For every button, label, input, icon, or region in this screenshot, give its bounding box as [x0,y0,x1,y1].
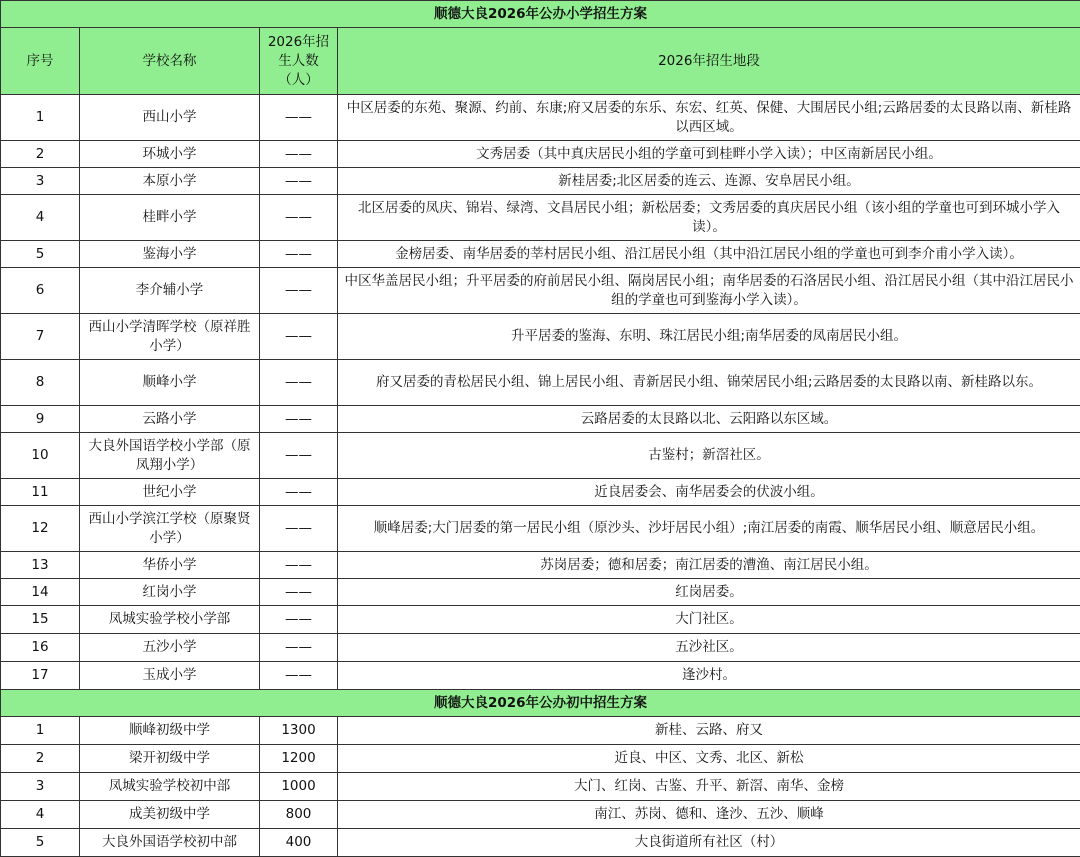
primary-school-name: 李介辅小学 [80,268,260,314]
primary-school-name: 鉴海小学 [80,241,260,268]
middle-enrollment-count: 800 [260,801,338,829]
middle-enrollment-count: 1300 [260,717,338,745]
middle-enrollment-area: 大良街道所有社区（村） [338,829,1080,857]
primary-row [1,433,1080,479]
primary-enrollment-area: 升平居委的鉴海、东明、珠江居民小组;南华居委的凤南居民小组。 [338,314,1080,360]
primary-row-number: 14 [1,579,80,606]
primary-title-row [1,1,1080,28]
middle-row-number: 2 [1,745,80,773]
primary-row-number: 9 [1,406,80,433]
primary-row-number: 11 [1,479,80,506]
header-row [1,28,1080,95]
primary-row-number: 3 [1,168,80,195]
primary-school-name: 华侨小学 [80,552,260,579]
primary-row [1,606,1080,634]
primary-school-name: 环城小学 [80,141,260,168]
primary-enrollment-count: —— [260,406,338,433]
primary-row-number: 17 [1,662,80,690]
middle-enrollment-count: 400 [260,829,338,857]
primary-enrollment-count: —— [260,195,338,241]
middle-enrollment-area: 新桂、云路、府又 [338,717,1080,745]
primary-school-name: 云路小学 [80,406,260,433]
middle-school-name: 大良外国语学校初中部 [80,829,260,857]
primary-enrollment-count: —— [260,95,338,141]
primary-row-number: 6 [1,268,80,314]
primary-enrollment-area: 中区华盖居民小组；升平居委的府前居民小组、隔岗居民小组；南华居委的石洛居民小组、沿江居民小组（其中沿江居民小组的学童也可到鉴海小学入读）。 [338,268,1080,314]
middle-title-row [1,690,1080,717]
primary-row [1,95,1080,141]
primary-enrollment-count: —— [260,552,338,579]
primary-school-name: 西山小学清晖学校（原祥胜小学） [80,314,260,360]
primary-row-number: 16 [1,634,80,662]
primary-row [1,168,1080,195]
middle-row [1,717,1080,745]
primary-row-number: 12 [1,506,80,552]
primary-enrollment-area: 大门社区。 [338,606,1080,634]
primary-enrollment-count: —— [260,433,338,479]
primary-enrollment-count: —— [260,314,338,360]
primary-row-number: 8 [1,360,80,406]
primary-enrollment-area: 苏岗居委；德和居委；南江居委的漕渔、南江居民小组。 [338,552,1080,579]
primary-enrollment-area: 红岗居委。 [338,579,1080,606]
primary-school-name: 桂畔小学 [80,195,260,241]
primary-enrollment-area: 顺峰居委;大门居委的第一居民小组（原沙头、沙圩居民小组）;南江居委的南霞、顺华居民小组、顺意居民小组。 [338,506,1080,552]
primary-enrollment-count: —— [260,579,338,606]
primary-row [1,195,1080,241]
primary-table-title: 顺德大良2026年公办小学招生方案 [1,1,1080,28]
middle-enrollment-area: 近良、中区、文秀、北区、新松 [338,745,1080,773]
header-no: 序号 [1,28,80,95]
primary-enrollment-area: 云路居委的太艮路以北、云阳路以东区域。 [338,406,1080,433]
header-school: 学校名称 [80,28,260,95]
primary-enrollment-count: —— [260,606,338,634]
primary-enrollment-area: 五沙社区。 [338,634,1080,662]
primary-row-number: 4 [1,195,80,241]
primary-row-number: 7 [1,314,80,360]
primary-enrollment-count: —— [260,662,338,690]
primary-enrollment-area: 逢沙村。 [338,662,1080,690]
primary-enrollment-area: 中区居委的东苑、聚源、约前、东康;府又居委的东乐、东宏、红英、保健、大围居民小组;云路居委的太艮路以南、新桂路以西区域。 [338,95,1080,141]
middle-school-name: 顺峰初级中学 [80,717,260,745]
primary-enrollment-area: 古鉴村；新滘社区。 [338,433,1080,479]
primary-enrollment-area: 新桂居委;北区居委的连云、连源、安阜居民小组。 [338,168,1080,195]
primary-school-name: 世纪小学 [80,479,260,506]
middle-row [1,745,1080,773]
primary-row-number: 15 [1,606,80,634]
middle-row-number: 1 [1,717,80,745]
primary-enrollment-count: —— [260,141,338,168]
primary-enrollment-count: —— [260,479,338,506]
primary-school-name: 红岗小学 [80,579,260,606]
primary-enrollment-count: —— [260,241,338,268]
middle-row-number: 4 [1,801,80,829]
primary-row [1,552,1080,579]
primary-row-number: 1 [1,95,80,141]
primary-row [1,314,1080,360]
primary-enrollment-count: —— [260,168,338,195]
middle-row-number: 5 [1,829,80,857]
primary-row-number: 2 [1,141,80,168]
primary-school-name: 玉成小学 [80,662,260,690]
primary-row-number: 5 [1,241,80,268]
primary-enrollment-count: —— [260,506,338,552]
header-count: 2026年招生人数（人） [260,28,338,95]
primary-row [1,634,1080,662]
primary-enrollment-count: —— [260,634,338,662]
primary-enrollment-count: —— [260,268,338,314]
middle-school-name: 凤城实验学校初中部 [80,773,260,801]
middle-table-title: 顺德大良2026年公办初中招生方案 [1,690,1080,717]
primary-row [1,360,1080,406]
middle-school-name: 梁开初级中学 [80,745,260,773]
primary-row [1,662,1080,690]
primary-school-name: 西山小学 [80,95,260,141]
primary-enrollment-area: 北区居委的凤庆、锦岩、绿湾、文昌居民小组；新松居委；文秀居委的真庆居民小组（该小组的学童也可到环城小学入读）。 [338,195,1080,241]
primary-school-name: 西山小学滨江学校（原聚贤小学） [80,506,260,552]
middle-row [1,773,1080,801]
primary-enrollment-area: 文秀居委（其中真庆居民小组的学童可到桂畔小学入读）；中区南新居民小组。 [338,141,1080,168]
primary-row [1,141,1080,168]
primary-enrollment-area: 金榜居委、南华居委的莘村居民小组、沿江居民小组（其中沿江居民小组的学童也可到李介甫小学入读）。 [338,241,1080,268]
header-area: 2026年招生地段 [338,28,1080,95]
middle-row [1,801,1080,829]
middle-school-name: 成美初级中学 [80,801,260,829]
middle-row-number: 3 [1,773,80,801]
primary-school-name: 大良外国语学校小学部（原凤翔小学） [80,433,260,479]
primary-enrollment-area: 府又居委的青松居民小组、锦上居民小组、青新居民小组、锦荣居民小组;云路居委的太艮路以南、新桂路以东。 [338,360,1080,406]
primary-row [1,506,1080,552]
primary-row [1,479,1080,506]
primary-school-name: 顺峰小学 [80,360,260,406]
middle-enrollment-area: 大门、红岗、古鉴、升平、新滘、南华、金榜 [338,773,1080,801]
primary-row-number: 13 [1,552,80,579]
middle-enrollment-count: 1200 [260,745,338,773]
primary-row [1,579,1080,606]
primary-row [1,268,1080,314]
middle-enrollment-count: 1000 [260,773,338,801]
primary-school-name: 本原小学 [80,168,260,195]
primary-row [1,406,1080,433]
primary-school-name: 凤城实验学校小学部 [80,606,260,634]
middle-enrollment-area: 南江、苏岗、德和、逢沙、五沙、顺峰 [338,801,1080,829]
primary-enrollment-count: —— [260,360,338,406]
primary-school-name: 五沙小学 [80,634,260,662]
primary-row-number: 10 [1,433,80,479]
primary-row [1,241,1080,268]
middle-row [1,829,1080,857]
primary-enrollment-area: 近良居委会、南华居委会的伏波小组。 [338,479,1080,506]
